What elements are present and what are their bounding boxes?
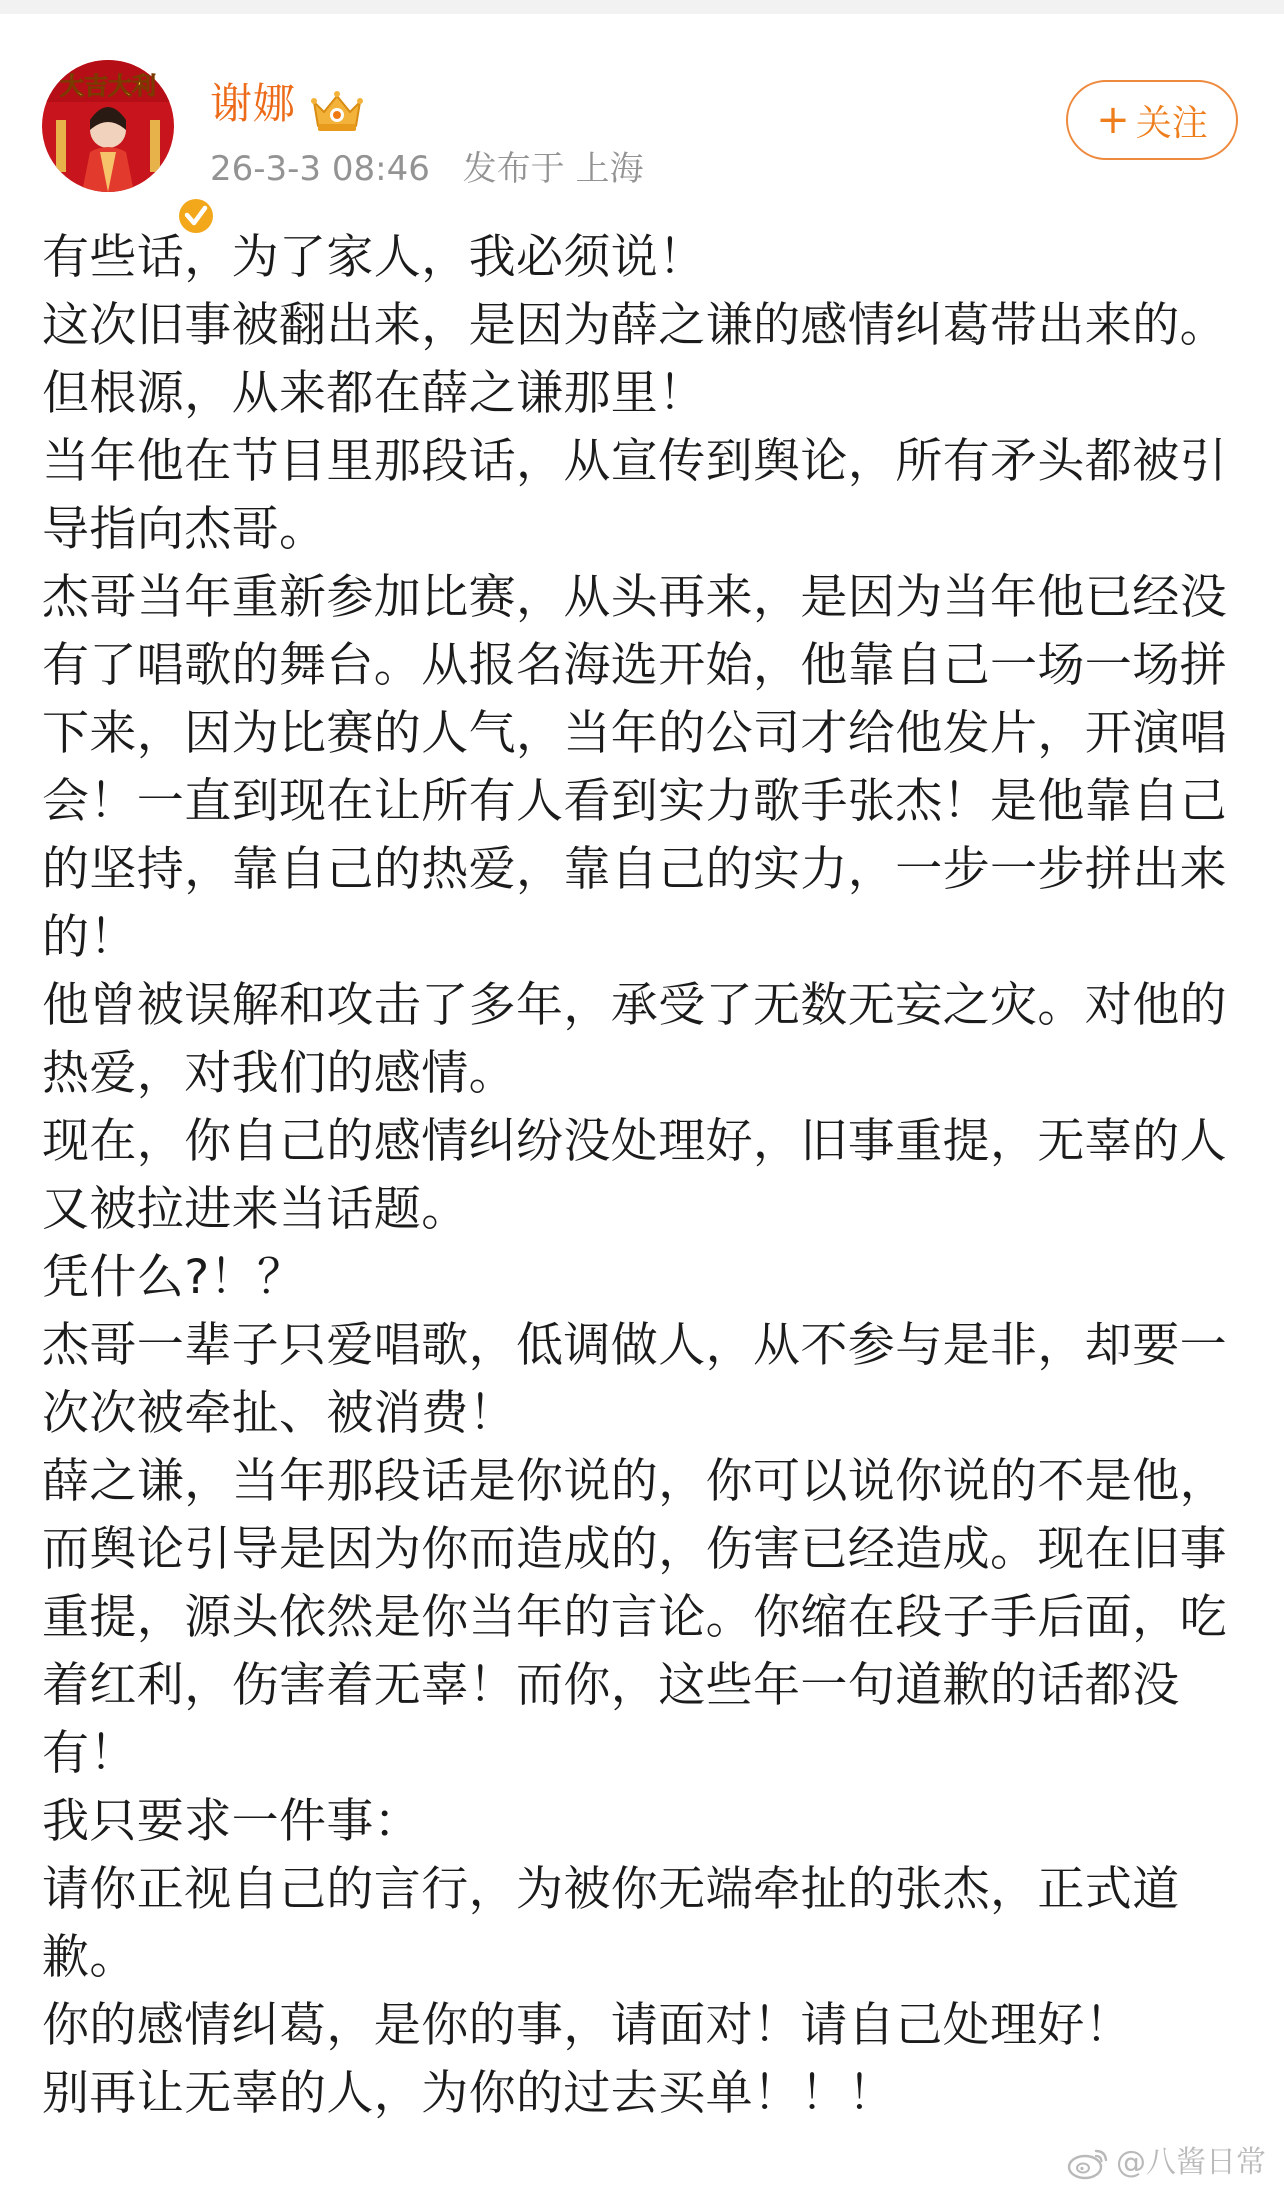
- avatar[interactable]: [42, 60, 174, 192]
- post-location: 发布于 上海: [462, 149, 644, 189]
- follow-button[interactable]: [1066, 80, 1238, 160]
- crown-level-icon: [308, 88, 366, 134]
- post-paragraph: 你的感情纠葛，是你的事，请面对！请自己处理好！: [42, 1998, 1133, 2053]
- avatar-image: [42, 60, 174, 192]
- post-paragraph: 当年他在节目里那段话，从宣传到舆论，所有矛头都被引导指向杰哥。: [42, 434, 1227, 557]
- post-paragraph: 但根源，从来都在薛之谦那里！: [42, 366, 706, 421]
- post-paragraph: 凭什么?！？: [42, 1250, 305, 1305]
- post-paragraph: 薛之谦，当年那段话是你说的，你可以说你说的不是他，而舆论引导是因为你而造成的，伤害已经造成。现在旧事重提，源头依然是你当年的言论。你缩在段子手后面，吃着红利，伤害着无辜！而你，这些年一句道歉的话都没有！: [42, 1454, 1227, 1781]
- username[interactable]: 谢娜: [210, 79, 297, 128]
- post-paragraph: 请你正视自己的言行，为被你无端牵扯的张杰，正式道歉。: [42, 1862, 1180, 1985]
- watermark-text: @八酱日常: [1116, 2145, 1266, 2180]
- post-paragraph: 他曾被误解和攻击了多年，承受了无数无妄之灾。对他的热爱，对我们的感情。: [42, 978, 1227, 1101]
- post-paragraph: 现在，你自己的感情纠纷没处理好，旧事重提，无辜的人又被拉进来当话题。: [42, 1114, 1227, 1237]
- post-paragraph: 别再让无辜的人，为你的过去买单！！！: [42, 2066, 896, 2121]
- weibo-logo-icon: [1066, 2145, 1110, 2181]
- svg-text:大吉大利: 大吉大利: [60, 72, 156, 100]
- post-timestamp: 26-3-3 08:46: [210, 149, 430, 189]
- post-meta: [210, 146, 665, 192]
- watermark: [1066, 2143, 1266, 2183]
- post-paragraph: 这次旧事被翻出来，是因为薛之谦的感情纠葛带出来的。: [42, 298, 1227, 353]
- top-divider-strip: [0, 0, 1284, 14]
- weibo-post: [0, 14, 1284, 2191]
- post-paragraph: 有些话，为了家人，我必须说！: [42, 230, 706, 285]
- post-paragraph: 杰哥当年重新参加比赛，从头再来，是因为当年他已经没有了唱歌的舞台。从报名海选开始，他靠自己一场一场拼下来，因为比赛的人气，当年的公司才给他发片，开演唱会！一直到现在让所有人看到实力歌手张杰！是他靠自己的坚持，靠自己的热爱，靠自己的实力，一步一步拼出来的！: [42, 570, 1227, 965]
- post-paragraph: 我只要求一件事：: [42, 1794, 422, 1849]
- post-paragraph: 杰哥一辈子只爱唱歌，低调做人，从不参与是非，却要一次次被牵扯、被消费！: [42, 1318, 1227, 1441]
- post-content: [42, 224, 1248, 2128]
- follow-label: 关注: [1135, 102, 1208, 144]
- plus-icon: +: [1096, 97, 1130, 143]
